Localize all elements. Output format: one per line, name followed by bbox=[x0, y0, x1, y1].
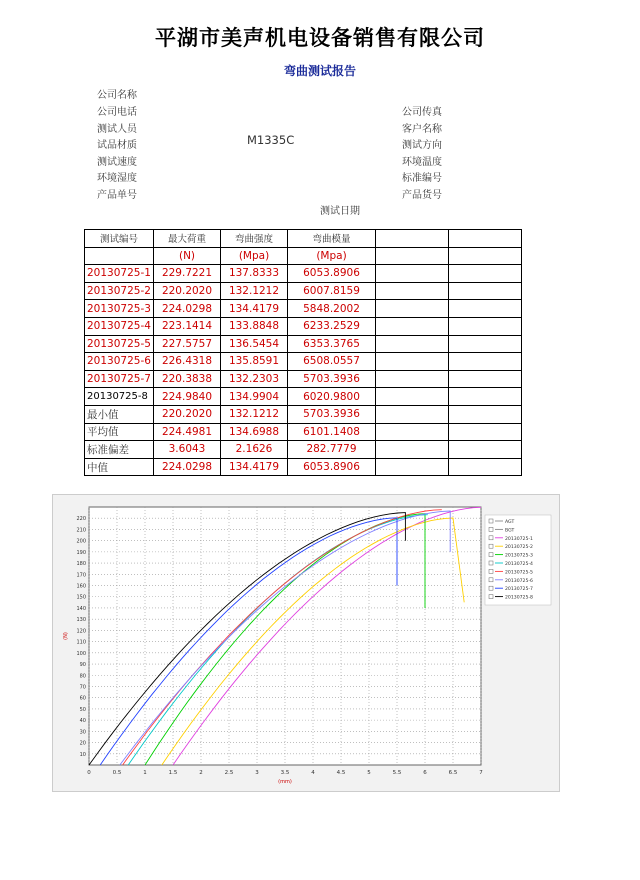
row-modulus: 5703.3936 bbox=[288, 370, 376, 388]
table-row bbox=[85, 300, 522, 318]
legend-checkbox bbox=[489, 561, 493, 565]
table-row bbox=[85, 317, 522, 335]
empty-cell bbox=[376, 335, 449, 353]
info-label-customer: 客户名称 bbox=[402, 124, 442, 135]
y-tick-label: 130 bbox=[76, 617, 86, 624]
chart-svg bbox=[53, 495, 559, 791]
x-tick-label: 1.5 bbox=[168, 770, 178, 776]
stat-load: 220.2020 bbox=[154, 405, 221, 423]
stats-row-median bbox=[85, 458, 522, 476]
table-header-row bbox=[85, 230, 522, 248]
stat-modulus: 282.7779 bbox=[288, 441, 376, 459]
legend-checkbox bbox=[489, 569, 493, 573]
table-row bbox=[85, 265, 522, 283]
report-title: 弯曲测试报告 bbox=[283, 64, 356, 78]
row-load: 220.2020 bbox=[154, 282, 221, 300]
row-modulus: 6007.8159 bbox=[288, 282, 376, 300]
table-row bbox=[85, 335, 522, 353]
y-tick-label: 140 bbox=[76, 605, 86, 612]
stat-label: 最小值 bbox=[85, 405, 154, 423]
row-load: 227.5757 bbox=[154, 335, 221, 353]
stat-modulus: 5703.3936 bbox=[288, 405, 376, 423]
y-tick-label: 190 bbox=[76, 549, 86, 556]
y-tick-label: 160 bbox=[76, 583, 86, 590]
row-id: 20130725-8 bbox=[85, 388, 154, 406]
x-tick-label: 1 bbox=[143, 770, 147, 776]
row-id: 20130725-3 bbox=[85, 300, 154, 318]
row-id: 20130725-5 bbox=[85, 335, 154, 353]
legend-label: 20130725-8 bbox=[505, 595, 533, 601]
info-label-material: 试品材质 bbox=[97, 140, 137, 151]
x-tick-label: 4 bbox=[311, 770, 315, 776]
x-tick-label: 3.5 bbox=[280, 770, 290, 776]
x-tick-label: 2 bbox=[199, 770, 203, 776]
y-tick-label: 170 bbox=[76, 572, 86, 579]
row-load: 226.4318 bbox=[154, 353, 221, 371]
stat-strength: 134.4179 bbox=[221, 458, 288, 476]
stat-label: 标准偏差 bbox=[85, 441, 154, 459]
legend-checkbox bbox=[489, 519, 493, 523]
empty-cell bbox=[449, 458, 522, 476]
x-tick-label: 3 bbox=[255, 770, 259, 776]
y-tick-label: 220 bbox=[76, 516, 86, 523]
header-cell bbox=[449, 230, 522, 248]
row-strength: 137.8333 bbox=[221, 265, 288, 283]
row-id: 20130725-2 bbox=[85, 282, 154, 300]
empty-cell bbox=[449, 423, 522, 441]
x-tick-label: 0 bbox=[87, 770, 91, 776]
legend-checkbox bbox=[489, 595, 493, 599]
empty-cell bbox=[449, 370, 522, 388]
row-strength: 136.5454 bbox=[221, 335, 288, 353]
y-tick-label: 180 bbox=[76, 561, 86, 568]
legend-label: 20130725-3 bbox=[505, 553, 533, 559]
empty-cell bbox=[376, 388, 449, 406]
info-label-item-no: 产品货号 bbox=[402, 190, 442, 201]
legend-checkbox bbox=[489, 553, 493, 557]
stat-load: 3.6043 bbox=[154, 441, 221, 459]
header-cell: 测试编号 bbox=[85, 230, 154, 248]
stat-modulus: 6053.8906 bbox=[288, 458, 376, 476]
legend-checkbox bbox=[489, 536, 493, 540]
stats-row-stddev bbox=[85, 441, 522, 459]
company-title: 平湖市美声机电设备销售有限公司 bbox=[155, 26, 485, 50]
unit-cell bbox=[85, 247, 154, 265]
y-tick-label: 80 bbox=[79, 673, 86, 680]
x-tick-label: 7 bbox=[479, 770, 483, 776]
info-label-humidity: 环境湿度 bbox=[97, 173, 137, 184]
y-tick-label: 200 bbox=[76, 538, 86, 545]
load-displacement-chart bbox=[52, 494, 560, 792]
row-strength: 132.2303 bbox=[221, 370, 288, 388]
unit-cell bbox=[376, 247, 449, 265]
row-load: 229.7221 bbox=[154, 265, 221, 283]
info-label-temperature: 环境温度 bbox=[402, 157, 442, 168]
legend-label: 20130725-1 bbox=[505, 536, 533, 542]
y-tick-label: 100 bbox=[76, 650, 86, 657]
stats-row-min bbox=[85, 405, 522, 423]
stat-modulus: 6101.1408 bbox=[288, 423, 376, 441]
legend-label: BGT bbox=[505, 528, 515, 534]
x-tick-label: 6 bbox=[423, 770, 427, 776]
legend-checkbox bbox=[489, 544, 493, 548]
info-label-product-no: 产品单号 bbox=[97, 190, 137, 201]
unit-cell bbox=[449, 247, 522, 265]
row-load: 220.3838 bbox=[154, 370, 221, 388]
row-strength: 132.1212 bbox=[221, 282, 288, 300]
legend-label: AGT bbox=[505, 520, 515, 525]
empty-cell bbox=[449, 335, 522, 353]
x-axis-label: (mm) bbox=[278, 779, 292, 785]
empty-cell bbox=[449, 441, 522, 459]
stat-load: 224.0298 bbox=[154, 458, 221, 476]
empty-cell bbox=[449, 317, 522, 335]
legend-label: 20130725-2 bbox=[505, 545, 533, 551]
legend-checkbox bbox=[489, 527, 493, 531]
empty-cell bbox=[376, 353, 449, 371]
x-tick-label: 5.5 bbox=[392, 770, 402, 776]
empty-cell bbox=[376, 405, 449, 423]
header-cell: 弯曲强度 bbox=[221, 230, 288, 248]
legend-checkbox bbox=[489, 578, 493, 582]
y-tick-label: 40 bbox=[79, 718, 86, 725]
stat-label: 平均值 bbox=[85, 423, 154, 441]
y-axis-label: (N) bbox=[63, 632, 69, 640]
y-tick-label: 50 bbox=[79, 706, 86, 713]
info-label-standard: 标准编号 bbox=[402, 173, 442, 184]
y-tick-label: 70 bbox=[79, 684, 86, 691]
stat-strength: 2.1626 bbox=[221, 441, 288, 459]
empty-cell bbox=[376, 441, 449, 459]
table-row bbox=[85, 353, 522, 371]
empty-cell bbox=[449, 353, 522, 371]
row-modulus: 6233.2529 bbox=[288, 317, 376, 335]
empty-cell bbox=[376, 370, 449, 388]
row-load: 224.0298 bbox=[154, 300, 221, 318]
results-table bbox=[84, 229, 522, 476]
table-row bbox=[85, 282, 522, 300]
stat-label: 中值 bbox=[85, 458, 154, 476]
unit-cell: (Mpa) bbox=[221, 247, 288, 265]
empty-cell bbox=[449, 300, 522, 318]
x-tick-label: 5 bbox=[367, 770, 371, 776]
y-tick-label: 120 bbox=[76, 628, 86, 635]
info-value-material: M1335C bbox=[247, 133, 295, 147]
table-row bbox=[85, 388, 522, 406]
empty-cell bbox=[376, 458, 449, 476]
legend-checkbox bbox=[489, 586, 493, 590]
header-cell bbox=[376, 230, 449, 248]
empty-cell bbox=[449, 405, 522, 423]
row-id: 20130725-4 bbox=[85, 317, 154, 335]
row-modulus: 6508.0557 bbox=[288, 353, 376, 371]
unit-cell: (N) bbox=[154, 247, 221, 265]
y-tick-label: 60 bbox=[79, 695, 86, 702]
y-tick-label: 150 bbox=[76, 594, 86, 601]
empty-cell bbox=[449, 388, 522, 406]
info-label-tester: 测试人员 bbox=[97, 124, 137, 135]
y-tick-label: 110 bbox=[76, 639, 86, 646]
y-tick-label: 30 bbox=[79, 729, 86, 736]
legend-label: 20130725-4 bbox=[505, 562, 533, 567]
stat-load: 224.4981 bbox=[154, 423, 221, 441]
info-label-test-date: 测试日期 bbox=[320, 206, 360, 217]
row-modulus: 6020.9800 bbox=[288, 388, 376, 406]
table-row bbox=[85, 370, 522, 388]
empty-cell bbox=[449, 282, 522, 300]
legend-label: 20130725-6 bbox=[505, 578, 533, 584]
info-label-fax: 公司传真 bbox=[402, 107, 442, 118]
stats-row-mean bbox=[85, 423, 522, 441]
empty-cell bbox=[376, 300, 449, 318]
x-tick-label: 0.5 bbox=[112, 770, 122, 776]
info-label-test-direction: 测试方向 bbox=[402, 140, 442, 151]
x-tick-label: 6.5 bbox=[448, 770, 458, 776]
row-strength: 134.4179 bbox=[221, 300, 288, 318]
info-label-company-phone: 公司电话 bbox=[97, 107, 137, 118]
row-strength: 134.9904 bbox=[221, 388, 288, 406]
y-tick-label: 10 bbox=[79, 751, 86, 758]
row-modulus: 6053.8906 bbox=[288, 265, 376, 283]
stat-strength: 132.1212 bbox=[221, 405, 288, 423]
row-load: 224.9840 bbox=[154, 388, 221, 406]
x-tick-label: 2.5 bbox=[224, 770, 234, 776]
info-label-test-speed: 测试速度 bbox=[97, 157, 137, 168]
header-cell: 弯曲模量 bbox=[288, 230, 376, 248]
row-strength: 135.8591 bbox=[221, 353, 288, 371]
row-load: 223.1414 bbox=[154, 317, 221, 335]
table-units-row bbox=[85, 247, 522, 265]
empty-cell bbox=[449, 265, 522, 283]
header-cell: 最大荷重 bbox=[154, 230, 221, 248]
x-tick-label: 4.5 bbox=[336, 770, 346, 776]
row-id: 20130725-6 bbox=[85, 353, 154, 371]
row-modulus: 6353.3765 bbox=[288, 335, 376, 353]
y-tick-label: 20 bbox=[79, 740, 86, 747]
y-tick-label: 90 bbox=[79, 662, 86, 669]
row-id: 20130725-7 bbox=[85, 370, 154, 388]
empty-cell bbox=[376, 265, 449, 283]
info-label-company-name: 公司名称 bbox=[97, 90, 137, 101]
empty-cell bbox=[376, 423, 449, 441]
unit-cell: (Mpa) bbox=[288, 247, 376, 265]
empty-cell bbox=[376, 317, 449, 335]
empty-cell bbox=[376, 282, 449, 300]
y-tick-label: 210 bbox=[76, 527, 86, 534]
row-id: 20130725-1 bbox=[85, 265, 154, 283]
legend-label: 20130725-5 bbox=[505, 570, 533, 576]
legend-label: 20130725-7 bbox=[505, 587, 533, 593]
row-modulus: 5848.2002 bbox=[288, 300, 376, 318]
row-strength: 133.8848 bbox=[221, 317, 288, 335]
stat-strength: 134.6988 bbox=[221, 423, 288, 441]
